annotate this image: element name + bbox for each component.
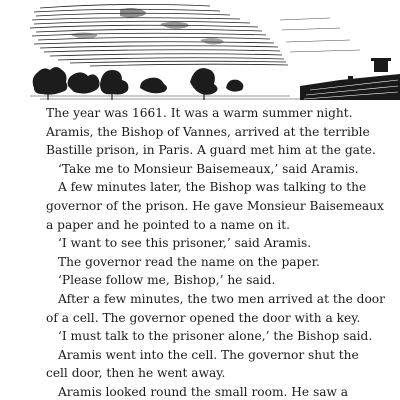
text-line: cell door, then he went away.: [46, 366, 226, 381]
text-line: a paper and he pointed to a name on it.: [46, 217, 291, 232]
text-line: ‘I want to see this prisoner,’ said Aramis.: [58, 236, 312, 251]
landscape-illustration: [0, 0, 400, 100]
text-line: Aramis looked round the small room. He saw a: [58, 384, 349, 399]
text-line: of a cell. The governor opened the door with a key.: [46, 310, 361, 325]
text-line: The year was 1661. It was a warm summer night.: [46, 106, 353, 120]
text-line: ‘I must talk to the prisoner alone,’ the Bishop said.: [58, 329, 373, 344]
text-line: ‘Take me to Monsieur Baisemeaux,’ said Aramis.: [58, 161, 359, 176]
text-line: The governor read the name on the paper.: [58, 254, 320, 269]
text-line: Aramis went into the cell. The governor shut the: [58, 347, 359, 362]
text-line: Bastille prison, in Paris. A guard met him at the gate.: [46, 143, 376, 158]
text-line: A few minutes later, the Bishop was talking to the: [58, 180, 367, 195]
text-line: Aramis, the Bishop of Vannes, arrived at the terrible: [46, 124, 370, 139]
text-line: governor of the prison. He gave Monsieur Baisemeaux: [46, 198, 384, 213]
text-line: After a few minutes, the two men arrived at the door: [58, 291, 385, 306]
text-line: ‘Please follow me, Bishop,’ he said.: [58, 273, 276, 288]
story-text: [46, 104, 385, 400]
